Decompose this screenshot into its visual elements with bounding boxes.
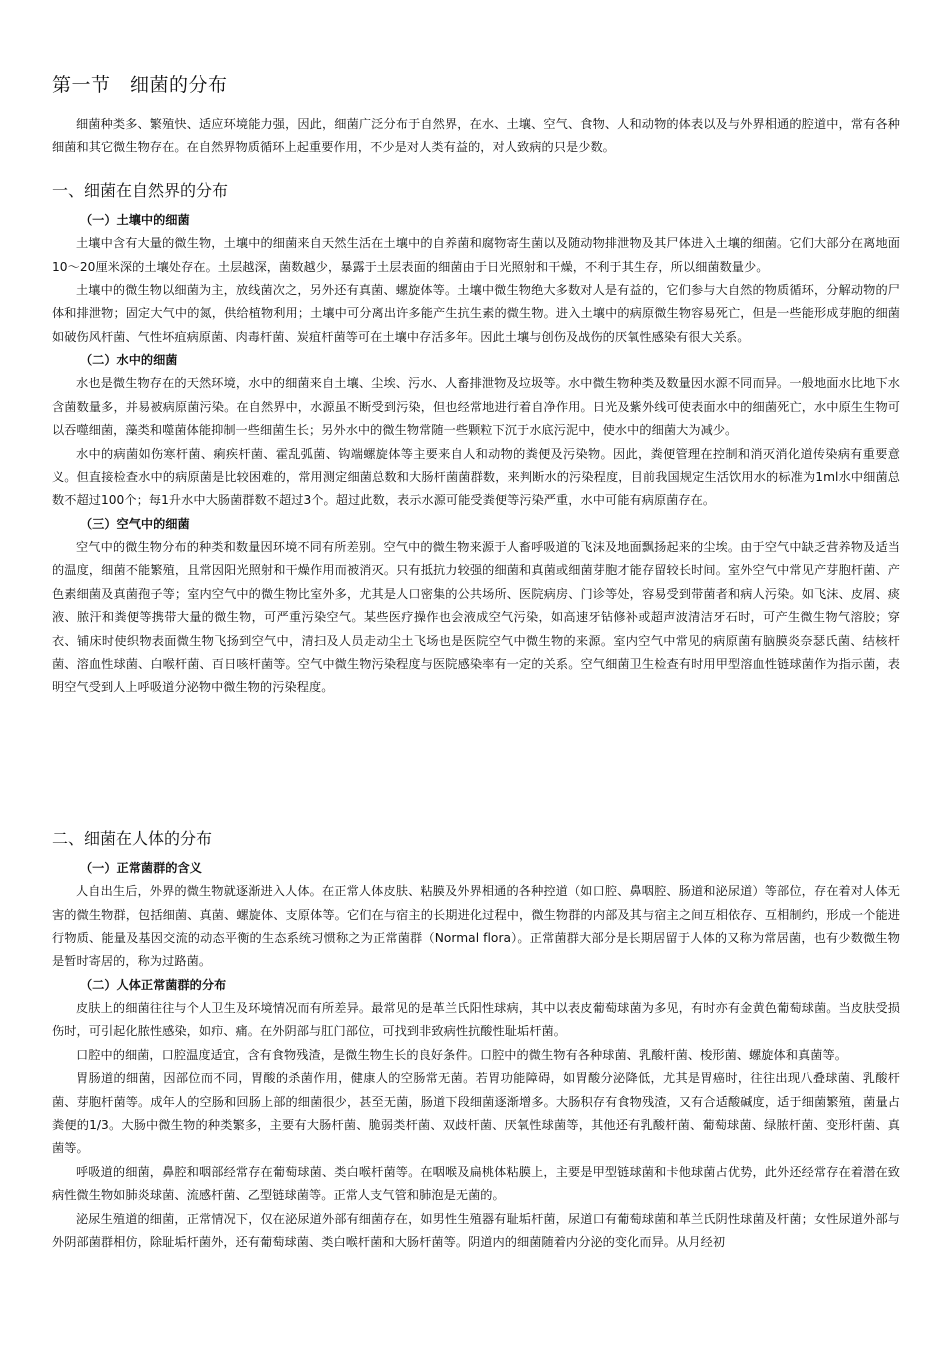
paragraph-mouth: 口腔中的细菌，口腔温度适宜，含有食物残渣，是微生物生长的良好条件。口腔中的微生物有各种球菌、乳酸杆菌、梭形菌、螺旋体和真菌等。: [76, 1047, 847, 1062]
paragraph-respiratory: 呼吸道的细菌，鼻腔和咽部经常存在葡萄球菌、类白喉杆菌等。在咽喉及扁桃体粘膜上，主要是甲型链球菌和卡他球菌占优势，此外还经常存在着潜在致病性微生物如肺炎球菌、流感杆菌、乙型链球菌等。正常人支气管和肺泡是无菌的。: [52, 1164, 900, 1203]
subheading-body-distribution: （二）人体正常菌群的分布: [80, 977, 227, 992]
page-title: 第一节 细菌的分布: [52, 74, 228, 96]
section-nature-body: [52, 209, 900, 700]
intro-block: [52, 113, 900, 160]
paragraph-skin: 皮肤上的细菌往往与个人卫生及环境情况而有所差异。最常见的是革兰氏阳性球病，其中以表皮葡萄球菌为多见，有时亦有金黄色葡萄球菌。当皮肤受损伤时，可引起化脓性感染，如疖、痛。在外阴部与肛门部位，可找到非致病性抗酸性耻垢杆菌。: [52, 1001, 900, 1039]
paragraph-soil-2: 土壤中的微生物以细菌为主，放线菌次之，另外还有真菌、螺旋体等。土壤中微生物绝大多数对人是有益的，它们参与大自然的物质循环，分解动物的尸体和排泄物；固定大气中的氮，供给植物利用；土壤中可分离出许多能产生抗生素的微生物。进入土壤中的病原微生物容易死亡，但是一些能形成芽胞的细菌如破伤风杆菌、气性坏疽病原菌、肉毒杆菌、炭疽杆菌等可在土壤中存活多年。因此土壤与创伤及战伤的厌氧性感染有很大关系。: [52, 283, 900, 344]
subheading-water: （二）水中的细菌: [80, 353, 178, 368]
paragraph-normal-flora: 人自出生后，外界的微生物就逐渐进入人体。在正常人体皮肤、粘膜及外界相通的各种控道（如口腔、鼻咽腔、肠道和泌尿道）等部位，存在着对人体无害的微生物群，包括细菌、真菌、螺旋体、支原体等。它们在与宿主的长期进化过程中，微生物群的内部及其与宿主之间互相依存、互相制约，形成一个能进行物质、能量及基因交流的动态平衡的生态系统习惯称之为正常菌群（Normal flora）。正常菌群大部分是长期居留于人体的又称为常居菌，也有少数微生物是暂时寄居的，称为过路菌。: [52, 884, 900, 969]
section-human-body: [52, 857, 900, 1254]
subheading-soil: （一）土壤中的细菌: [80, 213, 190, 227]
paragraph-gut: 胃肠道的细菌，因部位而不同，胃酸的杀菌作用，健康人的空肠常无菌。若胃功能障碍，如胃酸分泌降低，尤其是胃癌时，往往出现八叠球菌、乳酸杆菌、芽胞杆菌等。成年人的空肠和回肠上部的细菌很少，甚至无菌，肠道下段细菌逐渐增多。大肠积存有食物残渣，又有合适酸碱度，适于细菌繁殖，菌量占粪便的1/3。大肠中微生物的种类繁多，主要有大肠杆菌、脆弱类杆菌、双歧杆菌、厌氧性球菌等，其他还有乳酸杆菌、葡萄球菌、绿脓杆菌、变形杆菌、真菌等。: [52, 1071, 900, 1156]
paragraph-air-1: 空气中的微生物分布的种类和数量因环境不同有所差别。空气中的微生物来源于人畜呼吸道的飞沫及地面飘扬起来的尘埃。由于空气中缺乏营养物及适当的温度，细菌不能繁殖，且常因阳光照射和干燥作用而被消灭。只有抵抗力较强的细菌和真菌或细菌芽胞才能存留较长时间。室外空气中常见产芽胞杆菌、产色素细菌及真菌孢子等；室内空气中的微生物比室外多，尤其是人口密集的公共场所、医院病房、门诊等处，容易受到带菌者和病人污染。如飞沫、皮屑、痰液、脓汗和粪便等携带大量的微生物，可严重污染空气。某些医疗操作也会液成空气污染，如高速牙钻修补或超声波清洁牙石时，可产生微生物气溶胶；穿衣、铺床时使织物表面微生物飞扬到空气中，清扫及人员走动尘土飞场也是医院空气中微生物的来源。室内空气中常见的病原菌有脑膜炎奈瑟氏菌、结核杆菌、溶血性球菌、白喉杆菌、百日咳杆菌等。空气中微生物污染程度与医院感染率有一定的关系。空气细菌卫生检查有时用甲型溶血性链球菌作为指示菌，表明空气受到人上呼吸道分泌物中微生物的污染程度。: [52, 540, 900, 695]
subheading-air: （三）空气中的细菌: [80, 516, 190, 531]
section-heading-nature: 一、细菌在自然界的分布: [52, 181, 229, 200]
section-heading-human: 二、细菌在人体的分布: [52, 829, 213, 848]
paragraph-water-2: 水中的病菌如伤寒杆菌、痢疾杆菌、霍乱弧菌、钩端螺旋体等主要来自人和动物的粪便及污染物。因此，粪便管理在控制和消灭消化道传染病有重要意义。但直接检查水中的病原菌是比较困难的，常用测定细菌总数和大肠杆菌菌群数，来判断水的污染程度，目前我国规定生活饮用水的标准为1ml水中细菌总数不超过100个；每1升水中大肠菌群数不超过3个。超过此数，表示水源可能受粪便等污染严重，水中可能有病原菌存在。: [52, 446, 900, 508]
paragraph-soil-1: 土壤中含有大量的微生物，土壤中的细菌来自天然生活在土壤中的自养菌和腐物寄生菌以及随动物排泄物及其尸体进入土壤的细菌。它们大部分在离地面10～20厘米深的土壤处存在。土层越深，菌数越少，暴露于土层表面的细菌由于日光照射和干燥，不利于其生存，所以细菌数量少。: [52, 236, 900, 274]
subheading-normal-flora: （一）正常菌群的含义: [80, 861, 202, 875]
intro-paragraph: 细菌种类多、繁殖快、适应环境能力强，因此，细菌广泛分布于自然界，在水、土壤、空气、食物、人和动物的体表以及与外界相通的腔道中，常有各种细菌和其它微生物存在。在自然界物质循环上起重要作用，不少是对人类有益的，对人致病的只是少数。: [52, 117, 900, 155]
paragraph-water-1: 水也是微生物存在的天然环境，水中的细菌来自土壤、尘埃、污水、人畜排泄物及垃圾等。水中微生物种类及数量因水源不同而异。一般地面水比地下水含菌数量多，并易被病原菌污染。在自然界中，水源虽不断受到污染，但也经常地进行着自净作用。日光及紫外线可使表面水中的细菌死亡，水中原生生物可以吞噬细菌，藻类和噬菌体能抑制一些细菌生长；另外水中的微生物常随一些颗粒下沉于水底污泥中，使水中的细菌大为减少。: [52, 376, 900, 438]
paragraph-urogenital: 泌尿生殖道的细菌，正常情况下，仅在泌尿道外部有细菌存在，如男性生殖器有耻垢杆菌，尿道口有葡萄球菌和革兰氏阴性球菌及杆菌；女性尿道外部与外阴部菌群相仿，除耻垢杆菌外，还有葡萄球菌、类白喉杆菌和大肠杆菌等。阴道内的细菌随着内分泌的变化而异。从月经初: [52, 1211, 900, 1250]
